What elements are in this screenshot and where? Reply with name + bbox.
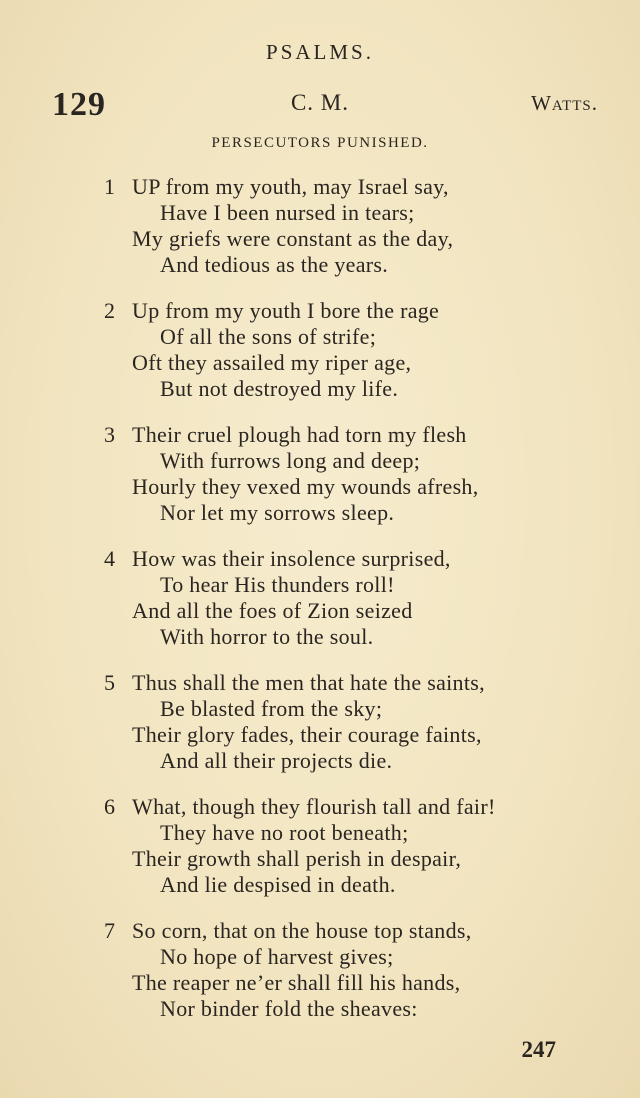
- verse-number: 3: [104, 422, 115, 447]
- hymn-meter: C. M.: [290, 90, 350, 115]
- stanza-1: [0, 174, 640, 298]
- verse-line: UP from my youth, may Israel say,: [132, 174, 449, 199]
- stanza-list: [0, 174, 640, 1042]
- stanza-5: [0, 670, 640, 794]
- verse-line: Up from my youth I bore the rage: [132, 298, 440, 323]
- verse-line: Have I been nursed in tears;: [160, 200, 415, 225]
- verse-line: And all the foes of Zion seized: [132, 598, 413, 623]
- verse-number: 4: [104, 546, 115, 571]
- verse-line: Oft they assailed my riper age,: [132, 350, 412, 375]
- stanza-6: [0, 794, 640, 918]
- verse-line: But not destroyed my life.: [160, 376, 399, 401]
- verse-number: 6: [104, 794, 115, 819]
- stanza-7: [0, 918, 640, 1042]
- hymn-author: Watts.: [531, 91, 598, 115]
- verse-line: And tedious as the years.: [160, 252, 389, 277]
- verse-line: Hourly they vexed my wounds afresh,: [132, 474, 479, 499]
- stanza-4: [0, 546, 640, 670]
- hymn-subtitle: PERSECUTORS PUNISHED.: [211, 135, 429, 151]
- hymn-number: 129: [52, 86, 106, 123]
- verse-line: The reaper ne’er shall fill his hands,: [132, 970, 461, 995]
- stanza-2: [0, 298, 640, 422]
- verse-line: Their glory fades, their courage faints,: [132, 722, 482, 747]
- verse-number: 5: [104, 670, 115, 695]
- page-number: 247: [521, 1037, 556, 1062]
- verse-line: With horror to the soul.: [160, 624, 374, 649]
- verse-line: No hope of harvest gives;: [160, 944, 394, 969]
- verse-line: My griefs were constant as the day,: [132, 226, 454, 251]
- verse-number: 1: [104, 174, 115, 199]
- verse-line: What, though they flourish tall and fair!: [132, 794, 496, 819]
- verse-line: Their growth shall perish in despair,: [132, 846, 462, 871]
- running-head: PSALMS.: [266, 40, 374, 64]
- verse-number: 7: [104, 918, 115, 943]
- verse-line: With furrows long and deep;: [160, 448, 421, 473]
- stanza-3: [0, 422, 640, 546]
- verse-line: Be blasted from the sky;: [160, 696, 383, 721]
- verse-number: 2: [104, 298, 115, 323]
- verse-line: They have no root beneath;: [160, 820, 409, 845]
- verse-line: Of all the sons of strife;: [160, 324, 377, 349]
- verse-line: How was their insolence surprised,: [132, 546, 451, 571]
- verse-line: And all their projects die.: [160, 748, 393, 773]
- verse-line: Nor let my sorrows sleep.: [160, 500, 395, 525]
- verse-line: To hear His thunders roll!: [160, 572, 395, 597]
- verse-line: Thus shall the men that hate the saints,: [132, 670, 485, 695]
- verse-line: And lie despised in death.: [160, 872, 396, 897]
- verse-line: Nor binder fold the sheaves:: [160, 996, 418, 1021]
- verse-line: Their cruel plough had torn my flesh: [132, 422, 467, 447]
- verse-line: So corn, that on the house top stands,: [132, 918, 472, 943]
